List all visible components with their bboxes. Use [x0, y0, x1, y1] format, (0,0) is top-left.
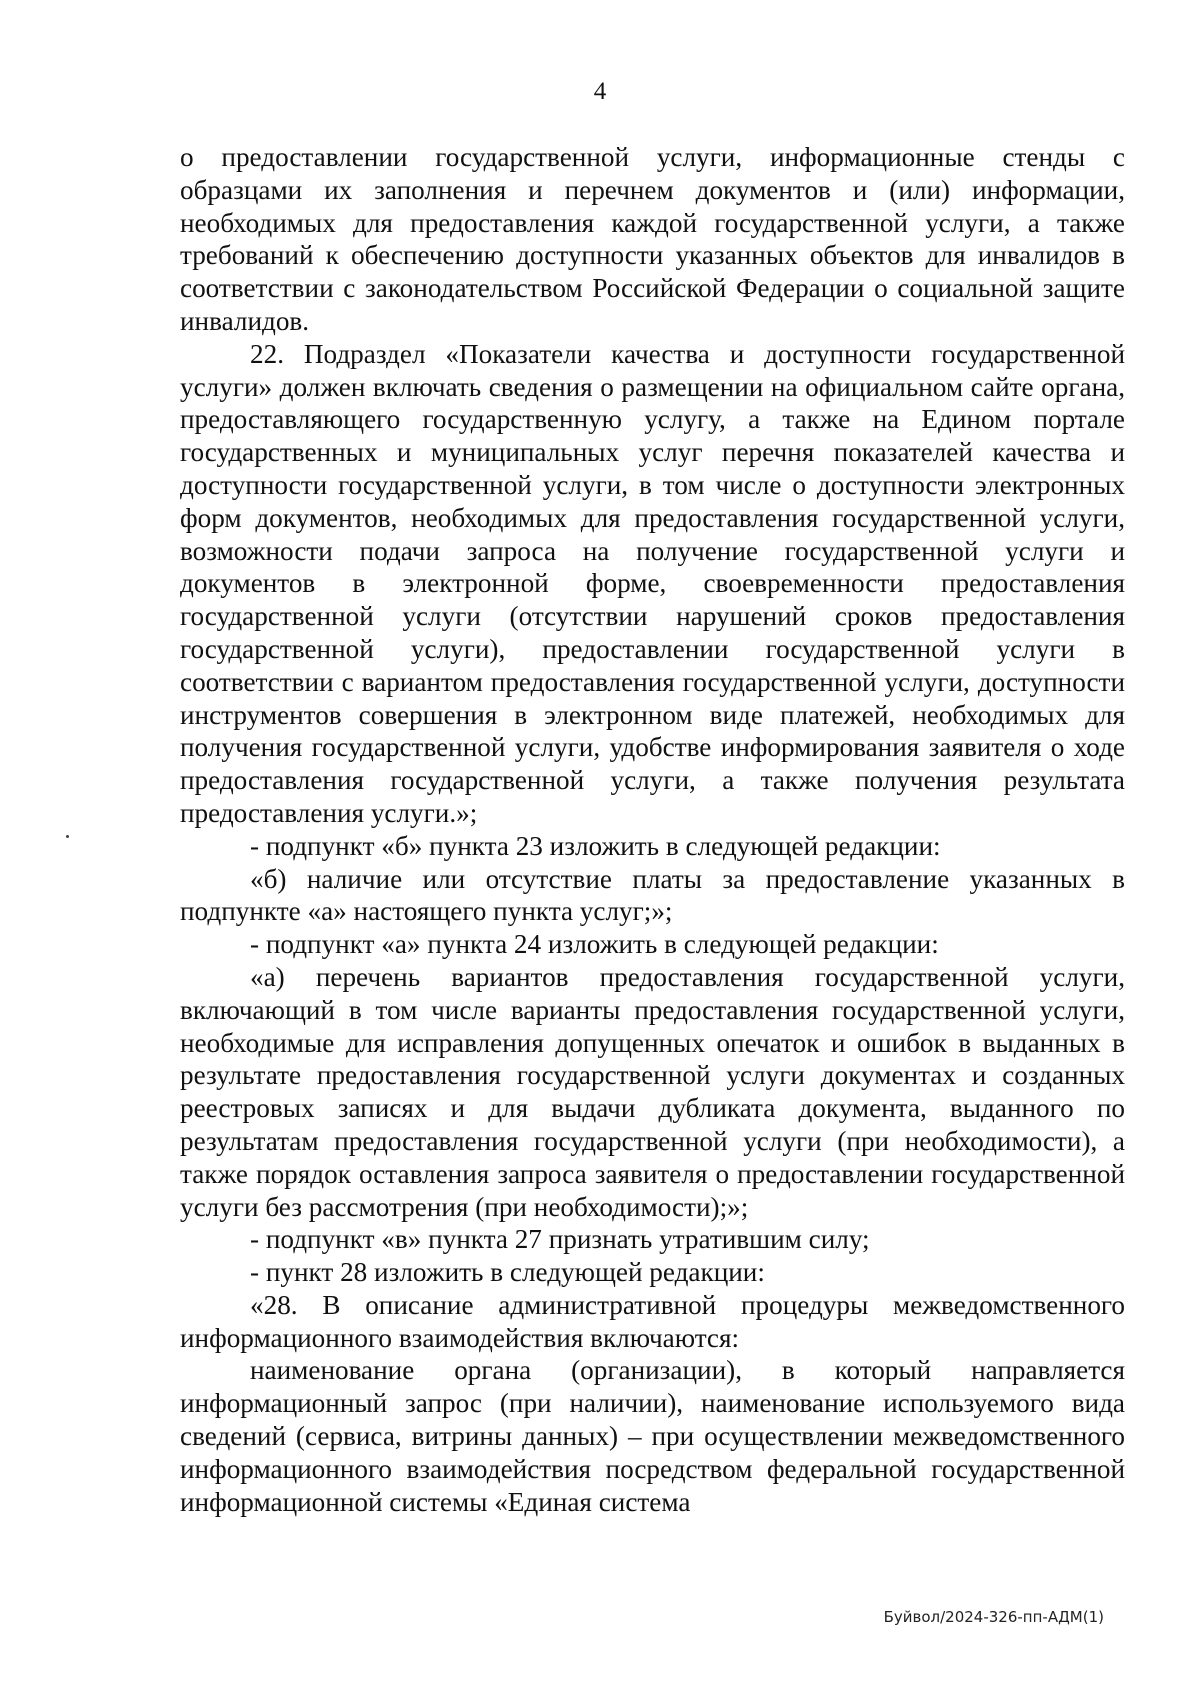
paragraph-amendment-28: - пункт 28 изложить в следующей редакции: [250, 1257, 765, 1288]
page-number: 4 [593, 78, 607, 105]
paragraph-quote-28: «28. В описание административной процедуры межведомственного информационного взаимодействия включаются: [180, 1289, 1125, 1353]
paragraph-amendment-27v: - подпункт «в» пункта 27 признать утратившим силу; [250, 1224, 870, 1255]
paragraph-quote-24a: «а) перечень вариантов предоставления государственной услуги, включающий в том числе варианты предоставления государственной услуги, необходимые для исправления допущенных опечаток и ошибок в выданных в результате предоставления государственной услуги документах и созданных реестровых записях и для выдачи дубликата документа, выданного по результатам предоставления государственной услуги (при необходимости), а также порядок оставления запроса заявителя о предоставлении государственной услуги без рассмотрения (при необходимости);»; [180, 961, 1125, 1222]
scan-speck [66, 835, 69, 838]
paragraph-continuation: о предоставлении государственной услуги, информационные стенды с образцами их заполнения и перечнем документов и (или) информации, необходимых для предоставления каждой государственной услуги, а также требований к обеспечению доступности указанных объектов для инвалидов в соответствии с законодательством Российской Федерации о социальной защите инвалидов. [180, 142, 1125, 336]
paragraph-quote-28-continued: наименование органа (организации), в который направляется информационный запрос (при наличии), наименование используемого вида сведений (сервиса, витрины данных) – при осуществлении межведомственного информационного взаимодействия посредством федеральной государственной информационной системы «Единая система [180, 1355, 1125, 1517]
paragraph-quote-23b: «б) наличие или отсутствие платы за предоставление указанных в подпункте «а» настоящего пункта услуг;»; [180, 863, 1125, 927]
paragraph-amendment-23b: - подпункт «б» пункта 23 изложить в следующей редакции: [250, 830, 941, 861]
document-body [180, 141, 1125, 1518]
document-footer-code: Буйвол/2024-326-пп-АДМ(1) [883, 1608, 1104, 1626]
paragraph-amendment-24a: - подпункт «а» пункта 24 изложить в следующей редакции: [250, 929, 939, 960]
paragraph-item-22: 22. Подраздел «Показатели качества и доступности государственной услуги» должен включать сведения о размещении на официальном сайте органа, предоставляющего государственную услугу, а также на Едином портале государственных и муниципальных услуг перечня показателей качества и доступности государственной услуги, в том числе о доступности электронных форм документов, необходимых для предоставления государственной услуги, возможности подачи запроса на получение государственной услуги и документов в электронной форме, своевременности предоставления государственной услуги (отсутствии нарушений сроков предоставления государственной услуги), предоставлении государственной услуги в соответствии с вариантом предоставления государственной услуги, доступности инструментов совершения в электронном виде платежей, необходимых для получения государственной услуги, удобстве информирования заявителя о ходе предоставления государственной услуги, а также получения результата предоставления услуги.»; [180, 338, 1125, 828]
